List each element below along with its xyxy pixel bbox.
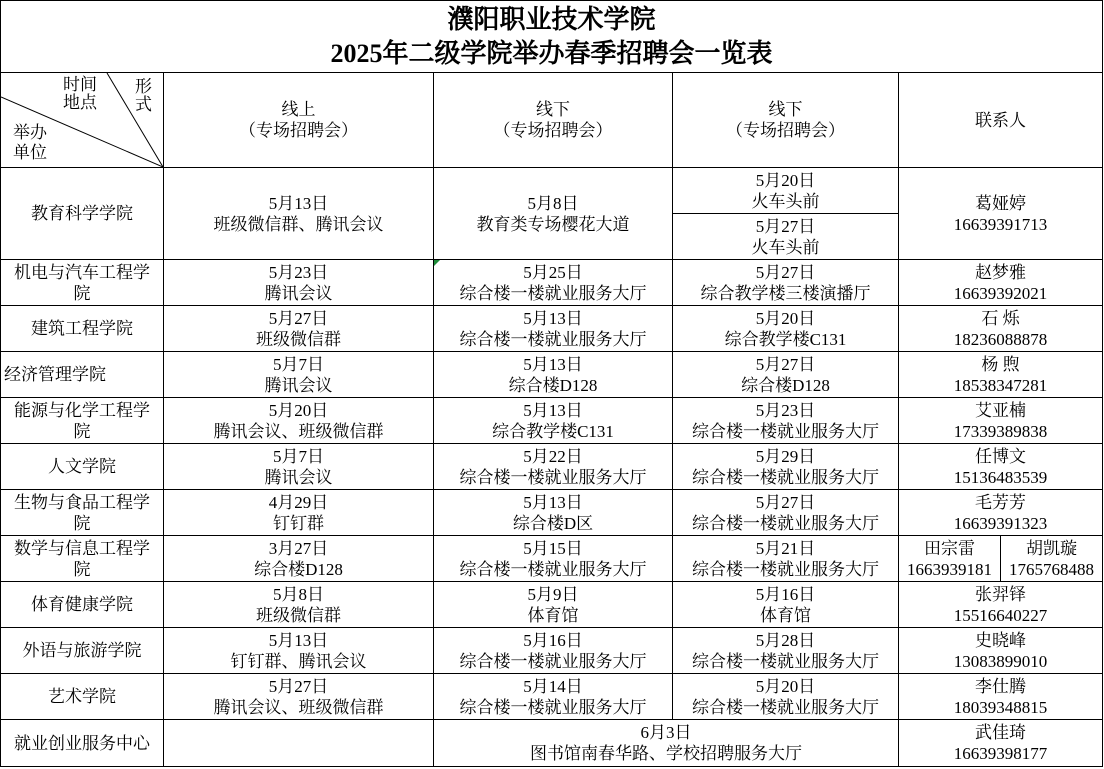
unit-name: 经济管理学院 xyxy=(4,365,106,384)
unit-cell xyxy=(1,168,164,260)
contact-name: 杨 煦 xyxy=(981,354,1020,374)
online-cell xyxy=(164,674,434,720)
offline-cell-merged xyxy=(434,720,899,767)
online-cell xyxy=(164,628,434,674)
event-date: 5月20日 xyxy=(755,170,816,190)
unit-cell xyxy=(1,352,164,398)
offline-cell-1 xyxy=(434,628,673,674)
contact-cell xyxy=(899,582,1103,628)
title-cell xyxy=(1,1,1103,73)
corner-organizer-1: 举办 xyxy=(13,123,47,142)
online-cell xyxy=(164,490,434,536)
title-row xyxy=(1,1,1103,73)
corner-form-1: 形 xyxy=(135,77,152,96)
table-row xyxy=(1,352,1103,398)
event-place: 综合楼一楼就业服务大厅 xyxy=(692,559,879,579)
unit-cell xyxy=(1,674,164,720)
contact-name: 胡凯璇 xyxy=(1026,538,1078,558)
table-title: 2025年二级学院举办春季招聘会一览表 xyxy=(330,38,773,68)
unit-name: 艺术学院 xyxy=(48,687,116,706)
contact-name: 葛娅婷 xyxy=(975,193,1027,213)
unit-cell xyxy=(1,306,164,352)
event-date: 5月27日 xyxy=(755,216,816,236)
event-date: 4月29日 xyxy=(268,492,329,512)
event-place: 火车头前 xyxy=(751,191,820,211)
contact-phone: 17339389838 xyxy=(953,421,1048,441)
event-place: 体育馆 xyxy=(527,605,579,625)
online-cell xyxy=(164,398,434,444)
event-place: 图书馆南春华路、学校招聘服务大厅 xyxy=(530,744,802,763)
offline-cell-1 xyxy=(434,352,673,398)
offline-cell-2 xyxy=(673,674,899,720)
event-date: 5月13日 xyxy=(268,630,329,650)
contact-phone: 1765768488 xyxy=(1009,559,1095,579)
event-date: 5月23日 xyxy=(268,262,329,282)
offline-cell-2 xyxy=(673,352,899,398)
table-row xyxy=(1,674,1103,720)
corner-header xyxy=(1,73,163,167)
event-place: 综合楼一楼就业服务大厅 xyxy=(692,513,879,533)
contact-2 xyxy=(1000,536,1102,581)
event-place: 综合楼一楼就业服务大厅 xyxy=(459,329,647,349)
table-row xyxy=(1,398,1103,444)
event-place: 综合楼D128 xyxy=(254,559,343,579)
event-date: 5月13日 xyxy=(523,492,583,512)
event-place: 钉钉群 xyxy=(273,513,324,533)
event-date: 5月21日 xyxy=(755,538,816,558)
contact-cell xyxy=(899,168,1103,260)
offline-cell-2 xyxy=(673,168,899,214)
event-date: 5月8日 xyxy=(527,193,579,213)
unit-cell xyxy=(1,260,164,306)
corner-form-2: 式 xyxy=(135,95,152,114)
offline-cell-1 xyxy=(434,260,673,306)
event-place: 综合楼一楼就业服务大厅 xyxy=(459,467,647,487)
header-offline-1 xyxy=(434,73,673,168)
event-place: 综合楼D128 xyxy=(741,375,830,395)
unit-cell xyxy=(1,398,164,444)
corner-form xyxy=(135,78,152,114)
contact-name: 田宗雷 xyxy=(924,538,976,558)
offline-cell-1 xyxy=(434,306,673,352)
header-mode: 线上 xyxy=(281,100,316,119)
event-date: 5月28日 xyxy=(755,630,816,650)
contact-phone: 15516640227 xyxy=(953,605,1048,625)
corner-place: 地点 xyxy=(63,93,97,112)
unit-name: 建筑工程学院 xyxy=(31,319,133,338)
table-row xyxy=(1,536,1103,582)
event-place: 综合教学楼C131 xyxy=(492,421,614,441)
event-date: 6月3日 xyxy=(640,723,692,742)
unit-name: 机电与汽车工程学院 xyxy=(14,262,150,303)
event-place: 腾讯会议、班级微信群 xyxy=(213,697,384,717)
contact-name: 李仕腾 xyxy=(975,676,1027,696)
contact-name: 张羿铎 xyxy=(975,584,1027,604)
event-place: 腾讯会议 xyxy=(264,467,333,487)
event-place: 综合教学楼C131 xyxy=(724,329,847,349)
event-date: 5月27日 xyxy=(755,354,816,374)
event-place: 综合楼一楼就业服务大厅 xyxy=(459,559,647,579)
corner-header-cell xyxy=(1,73,164,168)
contact-name: 任博文 xyxy=(975,446,1027,466)
header-mode: 线下 xyxy=(768,100,803,119)
offline-cell-1 xyxy=(434,536,673,582)
offline-cell-2 xyxy=(673,398,899,444)
contact-cell xyxy=(899,490,1103,536)
contact-phone: 16639391323 xyxy=(953,513,1048,533)
contact-phone: 15136483539 xyxy=(953,467,1048,487)
event-date: 5月25日 xyxy=(523,262,583,282)
offline-cell-2 xyxy=(673,628,899,674)
contact-name: 毛芳芳 xyxy=(975,492,1027,512)
header-contact: 联系人 xyxy=(899,73,1103,168)
event-place: 教育类专场樱花大道 xyxy=(476,214,630,234)
corner-time-place xyxy=(63,76,97,112)
corner-organizer-2: 单位 xyxy=(13,143,47,162)
offline-cell-2 xyxy=(673,582,899,628)
unit-name: 外语与旅游学院 xyxy=(22,641,142,660)
event-place: 综合楼D128 xyxy=(508,375,598,395)
event-place: 火车头前 xyxy=(751,237,820,257)
contact-phone: 16639392021 xyxy=(953,283,1048,303)
event-date: 5月7日 xyxy=(273,446,324,466)
offline-cell-2 xyxy=(673,306,899,352)
contact-cell xyxy=(899,536,1103,582)
event-place: 综合楼一楼就业服务大厅 xyxy=(692,651,879,671)
event-place: 班级微信群 xyxy=(256,329,341,349)
event-place: 综合楼D区 xyxy=(512,513,594,533)
unit-cell xyxy=(1,582,164,628)
header-type: （专场招聘会） xyxy=(239,121,358,140)
event-date: 5月20日 xyxy=(755,308,816,328)
event-date: 5月16日 xyxy=(523,630,583,650)
online-cell xyxy=(164,168,434,260)
event-date: 5月20日 xyxy=(755,676,816,696)
event-date: 5月9日 xyxy=(527,584,579,604)
offline-cell-2 xyxy=(673,214,899,260)
event-place: 综合楼一楼就业服务大厅 xyxy=(459,283,647,303)
event-place: 班级微信群 xyxy=(256,605,341,625)
offline-cell-1 xyxy=(434,168,673,260)
offline-cell-1 xyxy=(434,490,673,536)
contact-phone: 1663939181 xyxy=(907,559,993,579)
event-date: 5月23日 xyxy=(755,400,816,420)
event-date: 5月27日 xyxy=(268,676,329,696)
event-place: 综合教学楼三楼演播厅 xyxy=(700,283,871,303)
event-date: 5月8日 xyxy=(273,584,324,604)
header-type: （专场招聘会） xyxy=(726,121,845,140)
table-row xyxy=(1,260,1103,306)
unit-cell xyxy=(1,490,164,536)
unit-cell xyxy=(1,444,164,490)
contact-phone: 18039348815 xyxy=(953,697,1048,717)
online-cell xyxy=(164,444,434,490)
contact-cell xyxy=(899,628,1103,674)
event-place: 综合楼一楼就业服务大厅 xyxy=(459,651,647,671)
event-date: 5月27日 xyxy=(755,262,816,282)
table-row xyxy=(1,628,1103,674)
event-date: 3月27日 xyxy=(268,538,329,558)
event-date: 5月13日 xyxy=(523,354,583,374)
contact-cell xyxy=(899,674,1103,720)
table-row xyxy=(1,582,1103,628)
school-name: 濮阳职业技术学院 xyxy=(447,4,656,34)
table-row xyxy=(1,306,1103,352)
unit-name: 教育科学学院 xyxy=(31,204,133,223)
table-row xyxy=(1,720,1103,767)
offline-cell-1 xyxy=(434,444,673,490)
contact-phone: 13083899010 xyxy=(953,651,1048,671)
corner-organizer xyxy=(13,123,47,163)
contact-name: 艾亚楠 xyxy=(975,400,1027,420)
event-place: 腾讯会议、班级微信群 xyxy=(213,421,384,441)
header-online xyxy=(164,73,434,168)
online-cell xyxy=(164,306,434,352)
contact-cell xyxy=(899,306,1103,352)
contact-cell xyxy=(899,352,1103,398)
unit-name: 体育健康学院 xyxy=(31,595,133,614)
event-place: 腾讯会议 xyxy=(264,375,333,395)
table-row xyxy=(1,168,1103,214)
event-place: 综合楼一楼就业服务大厅 xyxy=(692,467,879,487)
unit-name: 数学与信息工程学院 xyxy=(14,538,150,579)
contact-phone: 18236088878 xyxy=(953,329,1048,349)
event-date: 5月13日 xyxy=(523,308,583,328)
offline-cell-2 xyxy=(673,260,899,306)
offline-cell-1 xyxy=(434,398,673,444)
offline-cell-2 xyxy=(673,536,899,582)
corner-time: 时间 xyxy=(63,75,97,94)
contact-cell xyxy=(899,260,1103,306)
contact-phone: 16639391713 xyxy=(953,214,1048,234)
online-cell xyxy=(164,536,434,582)
event-date: 5月13日 xyxy=(523,400,583,420)
event-place: 体育馆 xyxy=(760,605,811,625)
event-place: 综合楼一楼就业服务大厅 xyxy=(692,421,879,441)
unit-name: 能源与化学工程学院 xyxy=(14,400,150,441)
unit-name: 就业创业服务中心 xyxy=(14,733,150,753)
offline-cell-2 xyxy=(673,490,899,536)
table-row xyxy=(1,444,1103,490)
event-date: 5月16日 xyxy=(755,584,816,604)
header-type: （专场招聘会） xyxy=(493,121,613,140)
event-date: 5月22日 xyxy=(523,446,583,466)
contact-phone: 16639398177 xyxy=(953,744,1048,763)
header-row xyxy=(1,73,1103,168)
offline-cell-2 xyxy=(673,444,899,490)
contact-split xyxy=(899,536,1102,581)
event-date: 5月7日 xyxy=(273,354,324,374)
offline-cell-1 xyxy=(434,674,673,720)
contact-cell xyxy=(899,444,1103,490)
event-place: 综合楼一楼就业服务大厅 xyxy=(692,697,879,717)
table-row xyxy=(1,490,1103,536)
contact-name: 史晓峰 xyxy=(975,630,1027,650)
unit-name: 人文学院 xyxy=(48,457,116,476)
unit-cell xyxy=(1,720,164,767)
event-date: 5月15日 xyxy=(523,538,583,558)
online-cell xyxy=(164,260,434,306)
contact-name: 武佳琦 xyxy=(975,723,1027,742)
event-place: 班级微信群、腾讯会议 xyxy=(213,214,384,234)
online-cell xyxy=(164,352,434,398)
event-date: 5月14日 xyxy=(523,676,583,696)
event-date: 5月13日 xyxy=(268,193,329,213)
header-mode: 线下 xyxy=(536,100,570,119)
event-date: 5月27日 xyxy=(268,308,329,328)
unit-cell xyxy=(1,536,164,582)
header-offline-2 xyxy=(673,73,899,168)
contact-name: 赵梦雅 xyxy=(975,262,1027,282)
contact-phone: 18538347281 xyxy=(953,375,1048,395)
unit-cell xyxy=(1,628,164,674)
offline-cell-1 xyxy=(434,582,673,628)
event-date: 5月29日 xyxy=(755,446,816,466)
contact-cell xyxy=(899,720,1103,767)
online-cell-empty xyxy=(164,720,434,767)
cell-indicator xyxy=(434,260,440,266)
event-place: 腾讯会议 xyxy=(264,283,333,303)
event-place: 钉钉群、腾讯会议 xyxy=(230,651,367,671)
event-date: 5月27日 xyxy=(755,492,816,512)
event-date: 5月20日 xyxy=(268,400,329,420)
contact-1 xyxy=(899,536,1000,581)
online-cell xyxy=(164,582,434,628)
contact-cell xyxy=(899,398,1103,444)
event-place: 综合楼一楼就业服务大厅 xyxy=(459,697,647,717)
unit-name: 生物与食品工程学院 xyxy=(14,492,150,533)
contact-name: 石 烁 xyxy=(981,308,1020,328)
